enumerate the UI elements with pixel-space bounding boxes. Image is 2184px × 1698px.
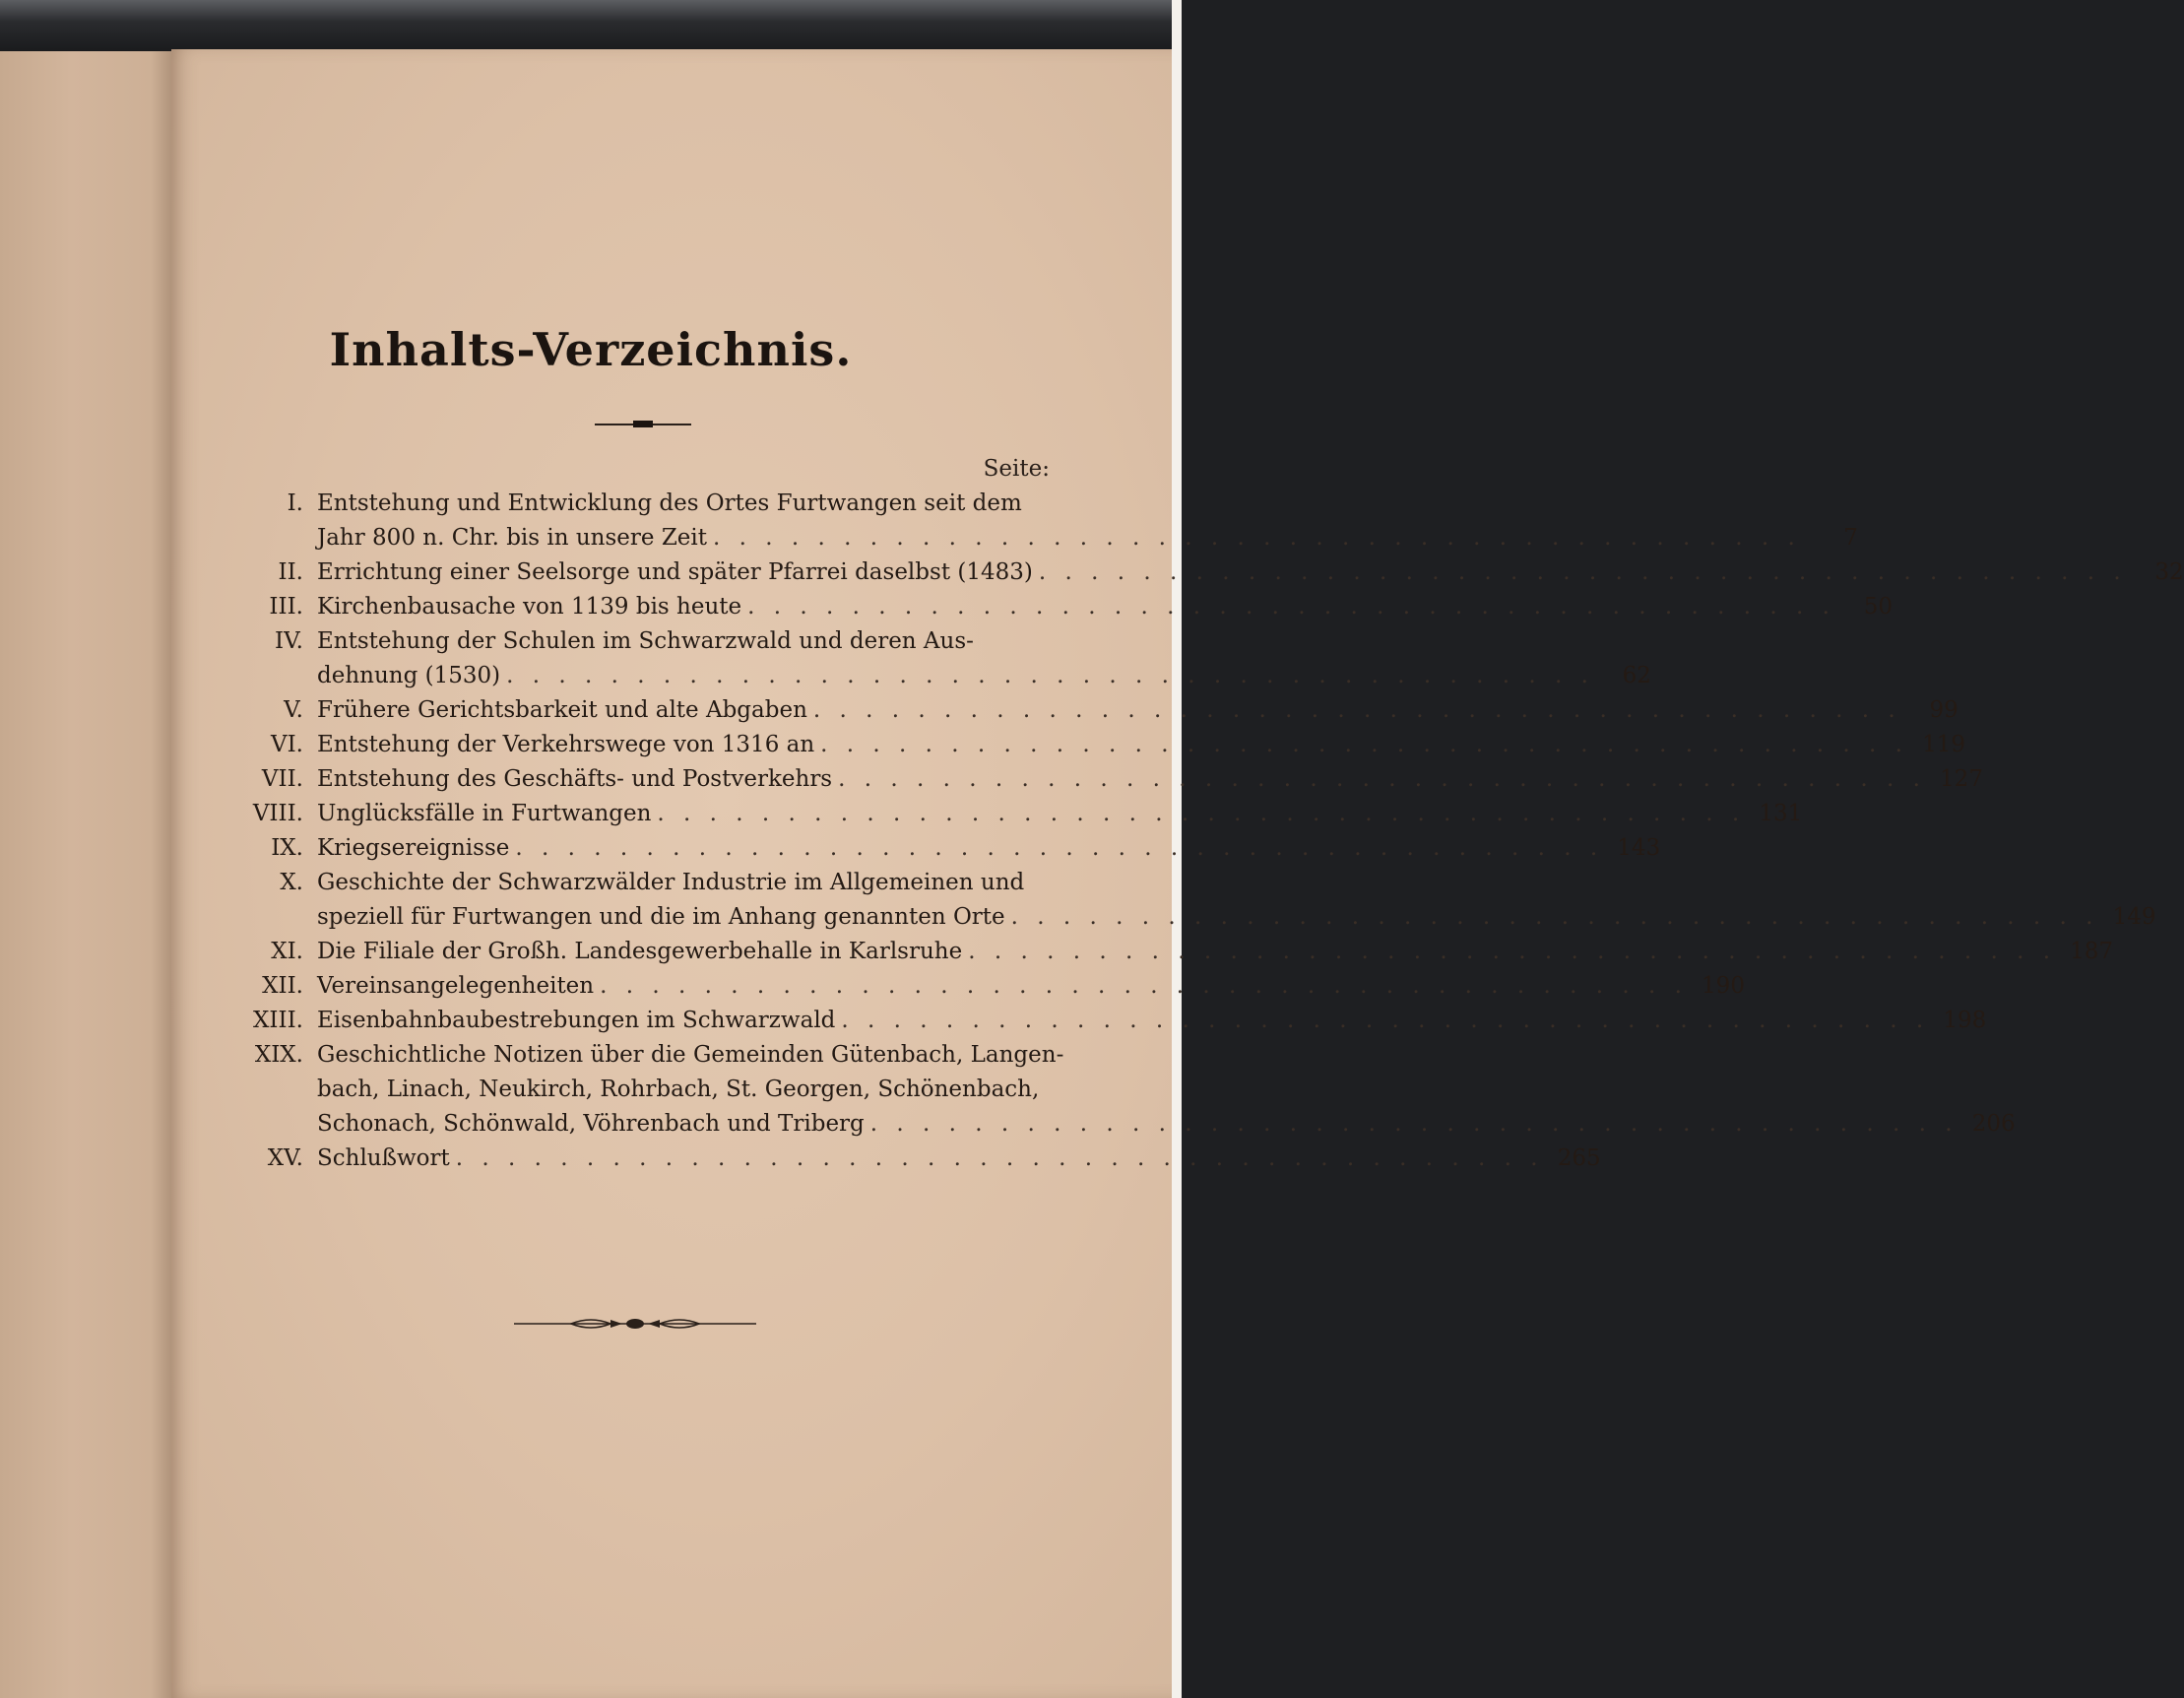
page-number: 187 (2070, 939, 2114, 964)
chapter-number: III. (269, 594, 303, 620)
toc-line (236, 521, 1858, 555)
end-ornament-icon (512, 1314, 758, 1334)
dot-leader: . . . . . . . . . . . . . . . . . . . . . . . . . . . . . . . . . . . . . . . . . . (968, 939, 2057, 964)
chapter-number: XV. (267, 1145, 303, 1171)
page-number: 190 (1702, 973, 1745, 999)
chapter-title: Entstehung der Verkehrswege von 1316 an (317, 732, 815, 757)
chapter-number: XIX. (254, 1042, 303, 1068)
toc-line (236, 659, 1651, 693)
page-number: 119 (1922, 732, 1965, 757)
chapter-title: Entstehung des Geschäfts- und Postverkehrs (317, 766, 833, 792)
page-number: 99 (1929, 697, 1959, 723)
chapter-title: Kirchenbausache von 1139 bis heute (317, 594, 742, 620)
toc-line (236, 1004, 1987, 1038)
chapter-number: IV. (275, 628, 303, 654)
chapter-title: Entstehung und Entwicklung des Ortes Furtwangen seit dem (317, 490, 1022, 516)
chapter-title: Eisenbahnbaubestrebungen im Schwarzwald (317, 1008, 836, 1033)
toc-line (236, 487, 1039, 521)
page-number: 50 (1863, 594, 1893, 620)
page-number: 32 (2154, 559, 2184, 585)
page-number: 143 (1617, 835, 1661, 861)
toc-line (236, 762, 1983, 797)
toc-line (236, 969, 1745, 1004)
chapter-title: Die Filiale der Großh. Landesgewerbehalle in Karlsruhe (317, 939, 963, 964)
toc-line (236, 624, 1039, 659)
chapter-number: IX. (271, 835, 303, 861)
page-title: Inhalts-Verzeichnis. (329, 323, 853, 376)
chapter-number: VI. (270, 732, 303, 757)
title-divider-ornament (633, 421, 653, 427)
page-number: 206 (1971, 1111, 2016, 1137)
dot-leader: . . . . . . . . . . . . . . . . . . . . . . . . . . . . . . . . . . . . . . . . . . (869, 1111, 1959, 1137)
page-number: 62 (1622, 663, 1651, 688)
page-number: 7 (1843, 525, 1858, 551)
chapter-title: speziell für Furtwangen und die im Anhang genannten Orte (317, 904, 1005, 930)
chapter-number: VII. (261, 766, 303, 792)
toc-line (236, 1107, 2016, 1142)
toc-line (236, 555, 2184, 590)
dot-leader: . . . . . . . . . . . . . . . . . . . . . . . . . . . . . . . . . . . . . . . . . . (506, 663, 1594, 688)
toc-line (236, 797, 1803, 831)
left-page-edge (0, 51, 177, 1698)
dot-leader: . . . . . . . . . . . . . . . . . . . . . . . . . . . . . . . . . . . . . . . . . . (838, 766, 1926, 792)
chapter-title: Entstehung der Schulen im Schwarzwald und deren Aus- (317, 628, 974, 654)
dot-leader: . . . . . . . . . . . . . . . . . . . . . . . . . . . . . . . . . . . . . . . . . . (713, 525, 1801, 551)
page-number: 265 (1557, 1145, 1601, 1171)
toc-line (236, 693, 1959, 728)
dot-leader: . . . . . . . . . . . . . . . . . . . . . . . . . . . . . . . . . . . . . . . . . . (841, 1008, 1930, 1033)
chapter-number: XIII. (253, 1008, 303, 1033)
toc-line (236, 900, 2156, 935)
toc-line (236, 866, 1039, 900)
dot-leader: . . . . . . . . . . . . . . . . . . . . . . . . . . . . . . . . . . . . . . . . . . (1010, 904, 2099, 930)
chapter-title: Jahr 800 n. Chr. bis in unsere Zeit (317, 525, 708, 551)
chapter-title: Vereinsangelegenheiten (317, 973, 595, 999)
dot-leader: . . . . . . . . . . . . . . . . . . . . . . . . . . . . . . . . . . . . . . . . . . (515, 835, 1604, 861)
chapter-title: Frühere Gerichtsbarkeit und alte Abgaben (317, 697, 807, 723)
toc-line (236, 935, 2114, 969)
chapter-title: Schlußwort (317, 1145, 450, 1171)
page-number: 127 (1940, 766, 1983, 792)
chapter-number: XII. (262, 973, 303, 999)
toc-line (236, 1073, 1039, 1107)
dot-leader: . . . . . . . . . . . . . . . . . . . . . . . . . . . . . . . . . . . . . . . . . . (747, 594, 1835, 620)
page-number: 149 (2112, 904, 2156, 930)
chapter-number: II. (278, 559, 303, 585)
chapter-number: V. (284, 697, 303, 723)
chapter-title: dehnung (1530) (317, 663, 501, 688)
chapter-title: Geschichtliche Notizen über die Gemeinden Gütenbach, Langen- (317, 1042, 1064, 1068)
toc-line (236, 1142, 1601, 1176)
dot-leader: . . . . . . . . . . . . . . . . . . . . . . . . . . . . . . . . . . . . . . . . . . (812, 697, 1901, 723)
chapter-title: Unglücksfälle in Furtwangen (317, 801, 652, 826)
chapter-number: XI. (271, 939, 303, 964)
chapter-title: Errichtung einer Seelsorge und später Pfarrei daselbst (1483) (317, 559, 1033, 585)
chapter-number: I. (287, 490, 303, 516)
dot-leader: . . . . . . . . . . . . . . . . . . . . . . . . . . . . . . . . . . . . . . . . . . (820, 732, 1908, 757)
dot-leader: . . . . . . . . . . . . . . . . . . . . . . . . . . . . . . . . . . . . . . . . . . (600, 973, 1688, 999)
toc-line (236, 590, 1893, 624)
book-cover-edge (0, 0, 1182, 55)
toc-line (236, 831, 1661, 866)
page-number: 198 (1943, 1008, 1987, 1033)
toc-line (236, 728, 1965, 762)
chapter-number: VIII. (252, 801, 303, 826)
toc-line (236, 1038, 1064, 1073)
dot-leader: . . . . . . . . . . . . . . . . . . . . . . . . . . . . . . . . . . . . . . . . . . (455, 1145, 1544, 1171)
chapter-title: Geschichte der Schwarzwälder Industrie im Allgemeinen und (317, 870, 1025, 895)
dot-leader: . . . . . . . . . . . . . . . . . . . . . . . . . . . . . . . . . . . . . . . . . . (657, 801, 1746, 826)
dot-leader: . . . . . . . . . . . . . . . . . . . . . . . . . . . . . . . . . . . . . . . . . . (1038, 559, 2127, 585)
page-number: 131 (1759, 801, 1803, 826)
chapter-title: bach, Linach, Neukirch, Rohrbach, St. Georgen, Schönenbach, (317, 1077, 1040, 1102)
page-column-header: Seite: (983, 456, 1050, 482)
chapter-number: X. (280, 870, 303, 895)
chapter-title: Kriegsereignisse (317, 835, 510, 861)
chapter-title: Schonach, Schönwald, Vöhrenbach und Triberg (317, 1111, 865, 1137)
